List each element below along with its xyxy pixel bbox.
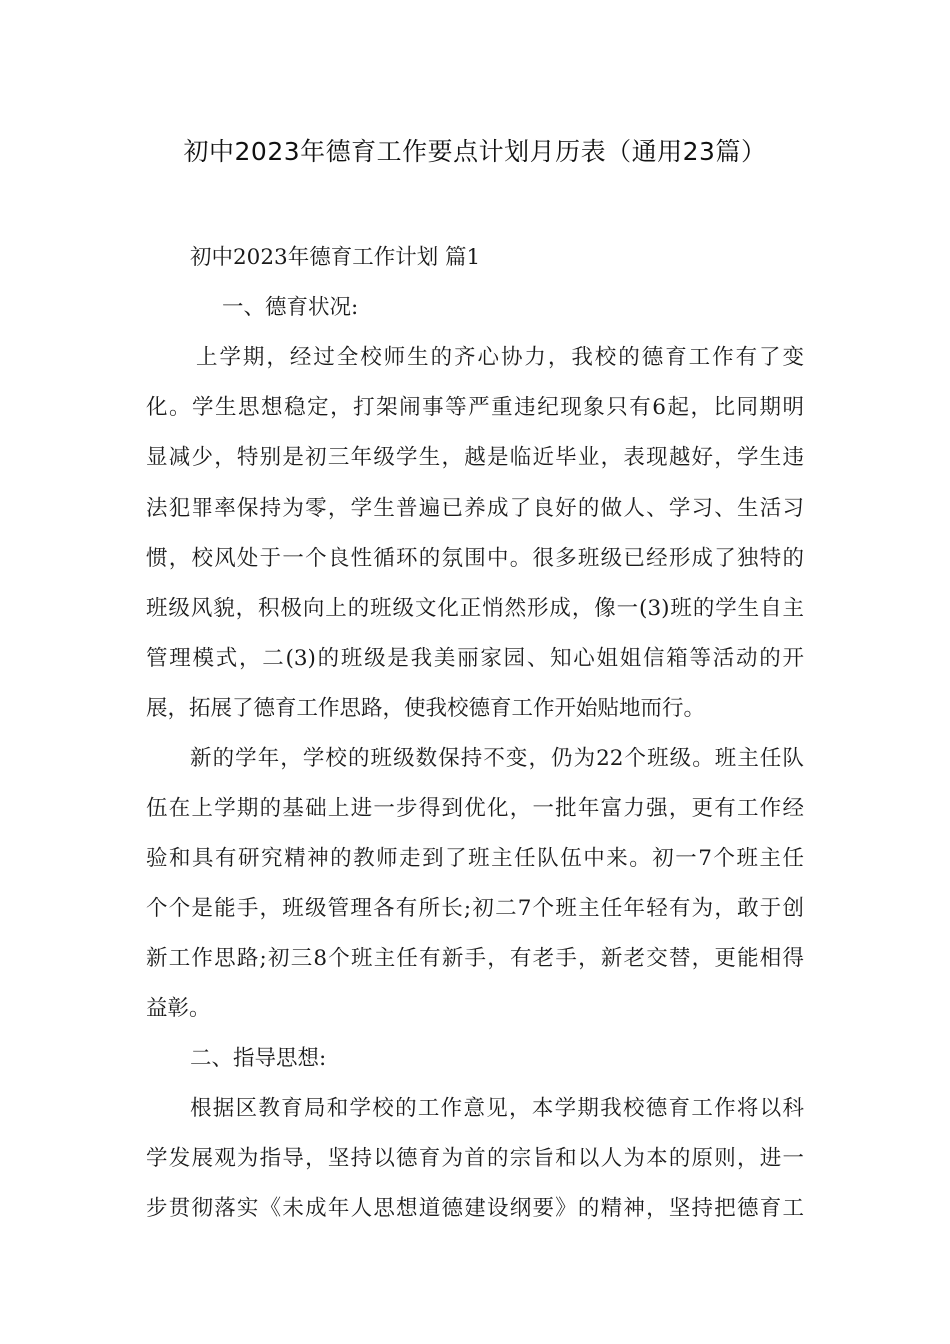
- paragraph-line: 管理模式，二(3)的班级是我美丽家园、知心姐姐信箱等活动的开: [146, 646, 804, 671]
- section-subtitle: 初中2023年德育工作计划 篇1: [190, 245, 481, 270]
- paragraph-line: 伍在上学期的基础上进一步得到优化，一批年富力强，更有工作经: [146, 796, 804, 821]
- section-heading-2: 二、指导思想:: [190, 1046, 327, 1071]
- paragraph-line: 根据区教育局和学校的工作意见，本学期我校德育工作将以科: [190, 1096, 804, 1121]
- section-heading-1: 一、德育状况:: [222, 295, 359, 320]
- document-title: 初中2023年德育工作要点计划月历表（通用23篇）: [183, 137, 767, 166]
- paragraph-line: 新工作思路;初三8个班主任有新手，有老手，新老交替，更能相得: [146, 946, 804, 971]
- paragraph-line: 个个是能手，班级管理各有所长;初二7个班主任年轻有为，敢于创: [146, 896, 804, 921]
- paragraph-line: 班级风貌，积极向上的班级文化正悄然形成，像一(3)班的学生自主: [146, 596, 804, 621]
- paragraph-line: 展，拓展了德育工作思路，使我校德育工作开始贴地而行。: [146, 696, 706, 721]
- paragraph-line: 新的学年，学校的班级数保持不变，仍为22个班级。班主任队: [190, 746, 804, 771]
- paragraph-line: 法犯罪率保持为零，学生普遍已养成了良好的做人、学习、生活习: [146, 496, 804, 521]
- paragraph-line: 上学期，经过全校师生的齐心协力，我校的德育工作有了变: [196, 345, 804, 370]
- paragraph-line: 益彰。: [146, 996, 211, 1021]
- paragraph-line: 惯，校风处于一个良性循环的氛围中。很多班级已经形成了独特的: [146, 546, 804, 571]
- paragraph-line: 步贯彻落实《未成年人思想道德建设纲要》的精神，坚持把德育工: [146, 1196, 804, 1221]
- paragraph-line: 验和具有研究精神的教师走到了班主任队伍中来。初一7个班主任: [146, 846, 804, 871]
- paragraph-line: 显减少，特别是初三年级学生，越是临近毕业，表现越好，学生违: [146, 445, 804, 470]
- paragraph-line: 学发展观为指导，坚持以德育为首的宗旨和以人为本的原则，进一: [146, 1146, 804, 1171]
- paragraph-line: 化。学生思想稳定，打架闹事等严重违纪现象只有6起，比同期明: [146, 395, 804, 420]
